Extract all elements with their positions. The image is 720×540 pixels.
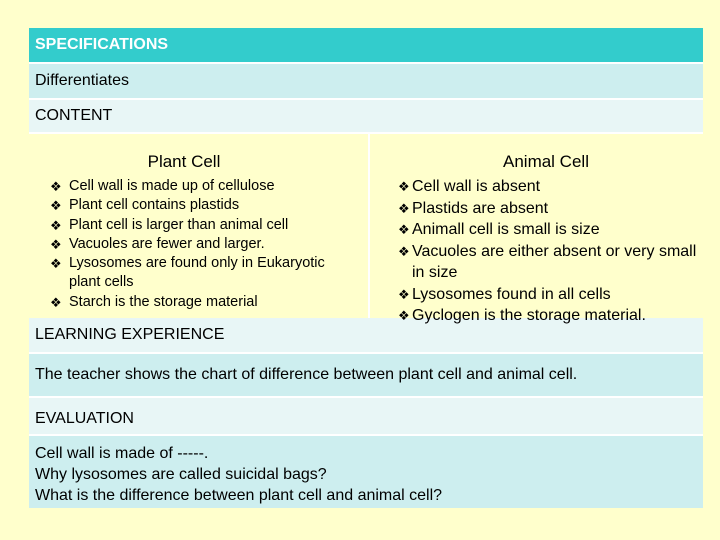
- plant-cell-column: [29, 134, 368, 312]
- list-item: ❖ Cell wall is absent: [373, 176, 698, 198]
- diamond-bullet-icon: ❖: [398, 286, 410, 302]
- differentiates-row: [29, 64, 703, 100]
- diamond-bullet-icon: ❖: [50, 236, 62, 252]
- evaluation-row: [29, 398, 703, 436]
- differentiates-label: Differentiates: [35, 72, 129, 89]
- evaluation-questions: [35, 443, 442, 506]
- diamond-bullet-icon: ❖: [50, 256, 62, 272]
- diamond-bullet-icon: ❖: [398, 200, 410, 216]
- animal-cell-title: Animal Cell: [503, 152, 589, 171]
- diamond-bullet-icon: ❖: [50, 198, 62, 214]
- learning-text-row: [29, 354, 703, 398]
- list-item: ❖ Plastids are absent: [373, 198, 698, 220]
- diamond-bullet-icon: ❖: [398, 308, 410, 323]
- list-item: ❖ Lysosomes are found only in Eukaryotic plant cells: [50, 255, 325, 291]
- content-row: [29, 100, 703, 134]
- content-label: CONTENT: [35, 107, 113, 124]
- list-item: ❖ Cell wall is made up of cellulose: [29, 177, 359, 196]
- comparison-block: [29, 134, 703, 324]
- list-item: ❖ Gyclogen is the storage material.: [373, 305, 698, 327]
- evaluation-question: What is the difference between plant cell and animal cell?: [35, 487, 443, 504]
- list-item: ❖ Plant cell is larger than animal cell: [29, 216, 359, 235]
- evaluation-questions-row: [29, 436, 703, 508]
- lesson-plan-table: [29, 28, 703, 508]
- column-divider: [368, 134, 370, 318]
- list-item: ❖ Vacuoles are fewer and larger.: [29, 235, 359, 254]
- diamond-bullet-icon: ❖: [398, 179, 410, 194]
- learning-text: The teacher shows the chart of difference between plant cell and animal cell.: [35, 366, 578, 383]
- list-item: ❖ Starch is the storage material: [29, 293, 359, 312]
- evaluation-label: EVALUATION: [35, 410, 134, 427]
- plant-cell-title: Plant Cell: [147, 152, 221, 171]
- evaluation-question: Why lysosomes are called suicidal bags?: [35, 466, 327, 483]
- list-item: ❖ Vacuoles are either absent or very small in size: [398, 242, 697, 281]
- specifications-label: SPECIFICATIONS: [35, 36, 169, 53]
- diamond-bullet-icon: ❖: [50, 179, 62, 194]
- list-item: ❖ Lysosomes found in all cells: [373, 284, 698, 306]
- diamond-bullet-icon: ❖: [398, 222, 410, 237]
- specifications-header: [29, 28, 703, 64]
- evaluation-question: Cell wall is made of -----.: [35, 445, 209, 462]
- list-item: ❖ Animall cell is small is size: [373, 219, 698, 241]
- diamond-bullet-icon: ❖: [398, 243, 410, 259]
- animal-cell-list: [373, 176, 703, 327]
- animal-cell-column: [373, 134, 703, 327]
- learning-experience-label: LEARNING EXPERIENCE: [35, 326, 225, 343]
- diamond-bullet-icon: ❖: [50, 217, 62, 233]
- diamond-bullet-icon: ❖: [50, 294, 62, 310]
- list-item: ❖ Plant cell contains plastids: [29, 196, 359, 215]
- plant-cell-list: [29, 177, 368, 312]
